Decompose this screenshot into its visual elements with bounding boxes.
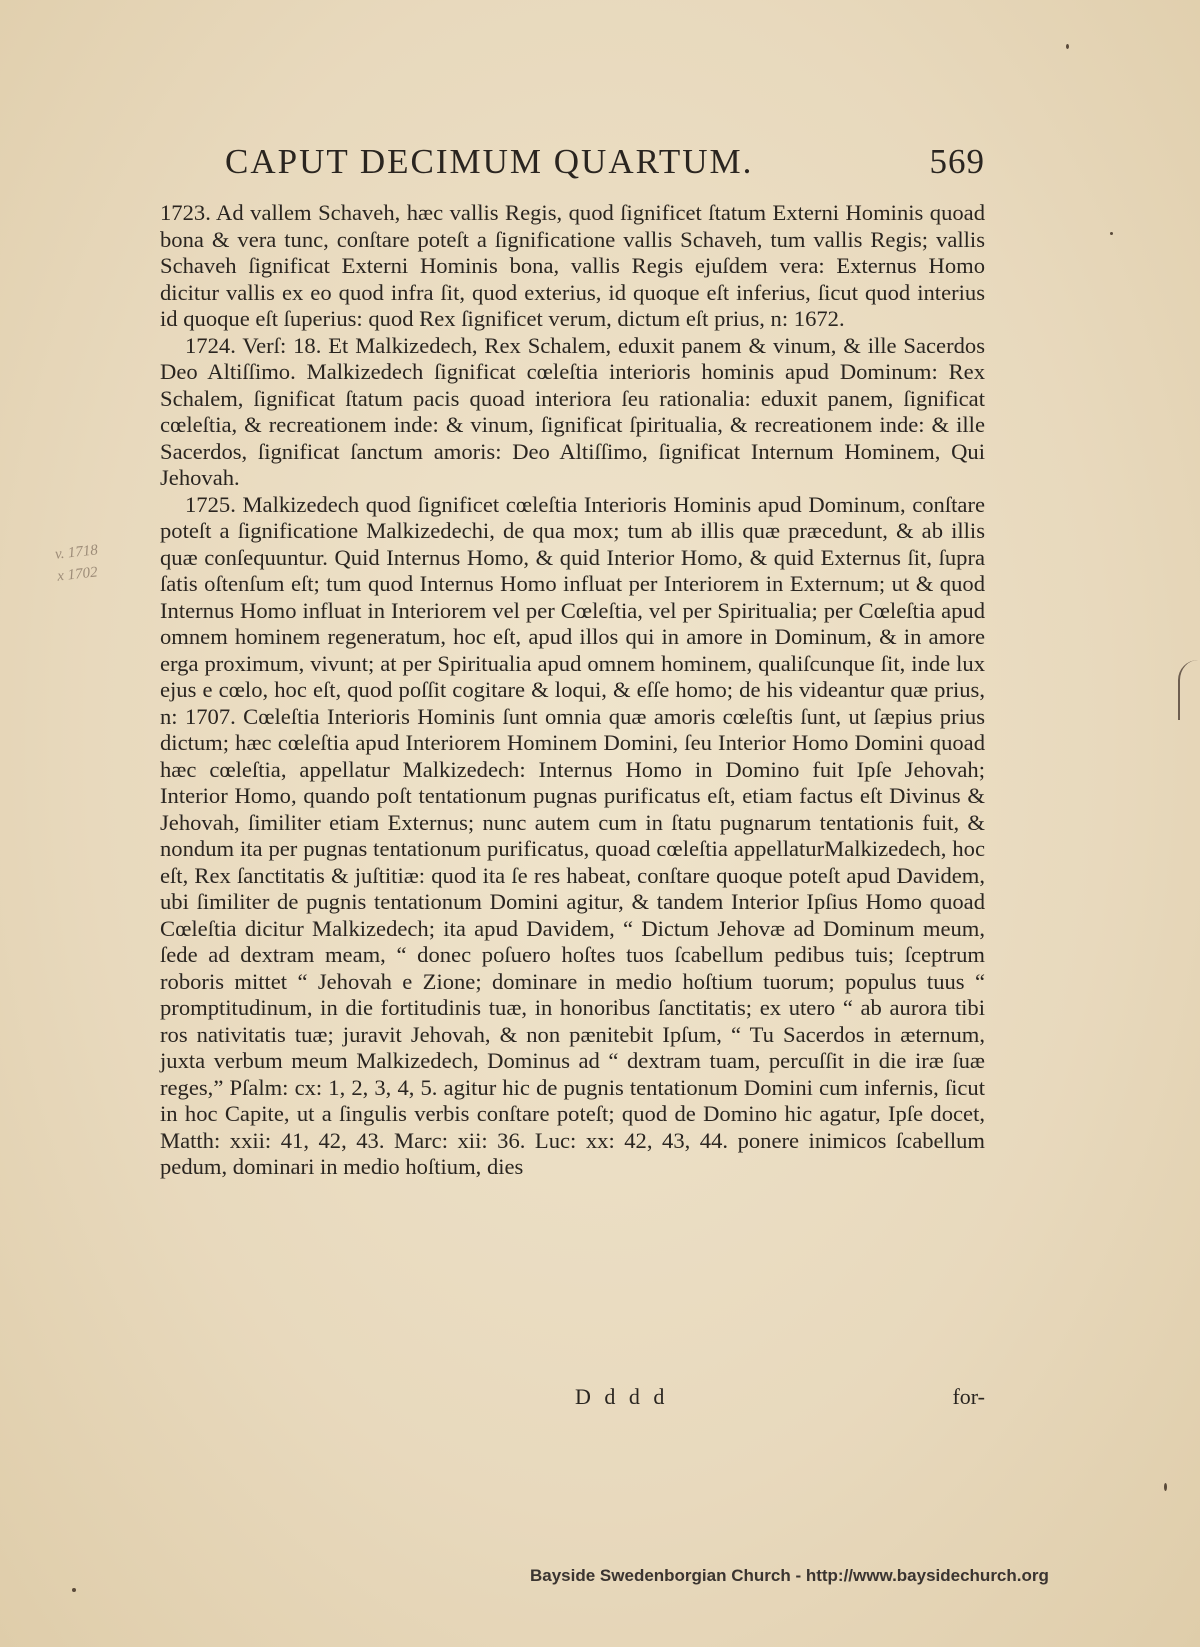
ink-speck: [1110, 232, 1113, 235]
page-edge-mark: [1178, 660, 1200, 720]
paragraph-1725: 1725. Malkizedech quod ſignificet cœleſtia Interioris Hominis apud Dominum, conſtare poteſt a ſignificatione Malkizedechi, de qua mox; tum ab illis quæ præcedunt, & ab illis quæ conſequuntur. Quid Internus Homo, & quid Interior Homo, & quid Externus ſit, ſupra ſatis oſtenſum eſt; tum quod Internus Homo influat per Interiorem in Externum; ut & quod Internus Homo influat in Interiorem vel per Cœleſtia, vel per Spiritualia; per Cœleſtia apud omnem hominem regeneratum, hoc eſt, apud illos qui in amore in Dominum, & in amore erga proximum, vivunt; at per Spiritualia apud omnem hominem, qualiſcunque ſit, inde lux ejus e cœlo, hoc eſt, quod poſſit cogitare & loqui, & eſſe homo; de his videantur quæ prius, n: 1707. Cœleſtia Interioris Hominis ſunt omnia quæ amoris cœleſtis ſunt, ut ſæpius prius dictum; hæc cœleſtia apud Interiorem Hominem Domini, ſeu Interior Homo Domini quoad hæc cœleſtia, appellatur Malkizedech: Internus Homo in Domino fuit Ipſe Jehovah; Interior Homo, quando poſt tentationum pugnas purificatus eſt, etiam factus eſt Divinus & Jehovah, ſimiliter etiam Externus; nunc autem cum in ſtatu pugnarum tentationis fuit, & nondum ita per pugnas tentationum purificatus, quoad cœleſtia appellaturMalkizedech, hoc eſt, Rex ſanctitatis & juſtitiæ: quod ita ſe res habeat, conſtare quoque poteſt apud Davidem, ubi ſimiliter de pugnis tentationum Domini agitur, & tandem Interior Ipſius Homo quoad Cœleſtia dicitur Malkizedech; ita apud Davidem, “ Dictum Jehovæ ad Dominum meum, ſede ad dextram meam, “ donec poſuero hoſtes tuos ſcabellum pedibus tuis; ſceptrum roboris mittet “ Jehovah e Zione; dominare in medio hoſtium tuorum; populus tuus “ promptitudinum, in die fortitudinis tuæ, in honoribus ſanctitatis; ex utero “ ab aurora tibi ros nativitatis tuæ; juravit Jehovah, & non pænitebit Ipſum, “ Tu Sacerdos in æternum, juxta verbum meum Malkizedech, Dominus ad “ dextram tuam, percuſſit in die iræ ſuæ reges,” Pſalm: cx: 1, 2, 3, 4, 5. agitur hic de pugnis tentationum Domini cum infernis, ſicut in hoc Capite, ut a ſingulis verbis conſtare poteſt; quod de Domino hic agatur, Ipſe docet, Matth: xxii: 41, 42, 43. Marc: xii: 36. Luc: xx: 42, 43, 44. ponere inimicos ſcabellum pedum, dominari in medio hoſtium, dies: [160, 491, 985, 1179]
signature-mark: D d d d: [575, 1384, 669, 1409]
handwritten-margin-note: [54, 536, 128, 587]
ink-speck: [72, 1588, 76, 1592]
catchword: for-: [952, 1384, 985, 1409]
paragraph-1723: 1723. Ad vallem Schaveh, hæc vallis Regis, quod ſignificet ſtatum Externi Hominis quoad bona & vera tunc, conſtare poteſt a ſignificatione vallis Schaveh, tum vallis Regis; vallis Schaveh ſignificat Externi Hominis bona, vallis Regis ejuſdem vera: Externus Homo dicitur vallis ex eo quod infra ſit, quod exterius, id quoque eſt inferius, ſicut quod interius id quoque eſt ſuperius: quod Rex ſignificet verum, dictum eſt prius, n: 1672.: [160, 200, 985, 331]
margin-note-line: x 1702: [56, 564, 99, 585]
signature-line: [160, 1384, 985, 1410]
page-number: 569: [929, 142, 985, 181]
paragraph-1724: 1724. Verſ: 18. Et Malkizedech, Rex Schalem, eduxit panem & vinum, & ille Sacerdos Deo Altiſſimo. Malkizedech ſignificat cœleſtia interioris hominis apud Dominum: Rex Schalem, ſignificat ſtatum pacis quoad interiora ſeu rationalia: eduxit panem, ſignificat cœleſtia, & recreationem inde: & vinum, ſignificat ſpiritualia, & recreationem inde: & ille Sacerdos, ſignificat ſanctum amoris: Deo Altiſſimo, ſignificat Internum Hominem, Qui Jehovah.: [160, 332, 985, 490]
running-header: [225, 142, 985, 192]
body-text: [160, 200, 985, 1181]
ink-speck: [1164, 1483, 1167, 1491]
chapter-title: CAPUT DECIMUM QUARTUM.: [225, 142, 754, 181]
ink-speck: [1066, 44, 1069, 49]
margin-note-line: v. 1718: [54, 542, 99, 563]
footer-credit: Bayside Swedenborgian Church - http://www.baysidechurch.org: [530, 1566, 1049, 1585]
